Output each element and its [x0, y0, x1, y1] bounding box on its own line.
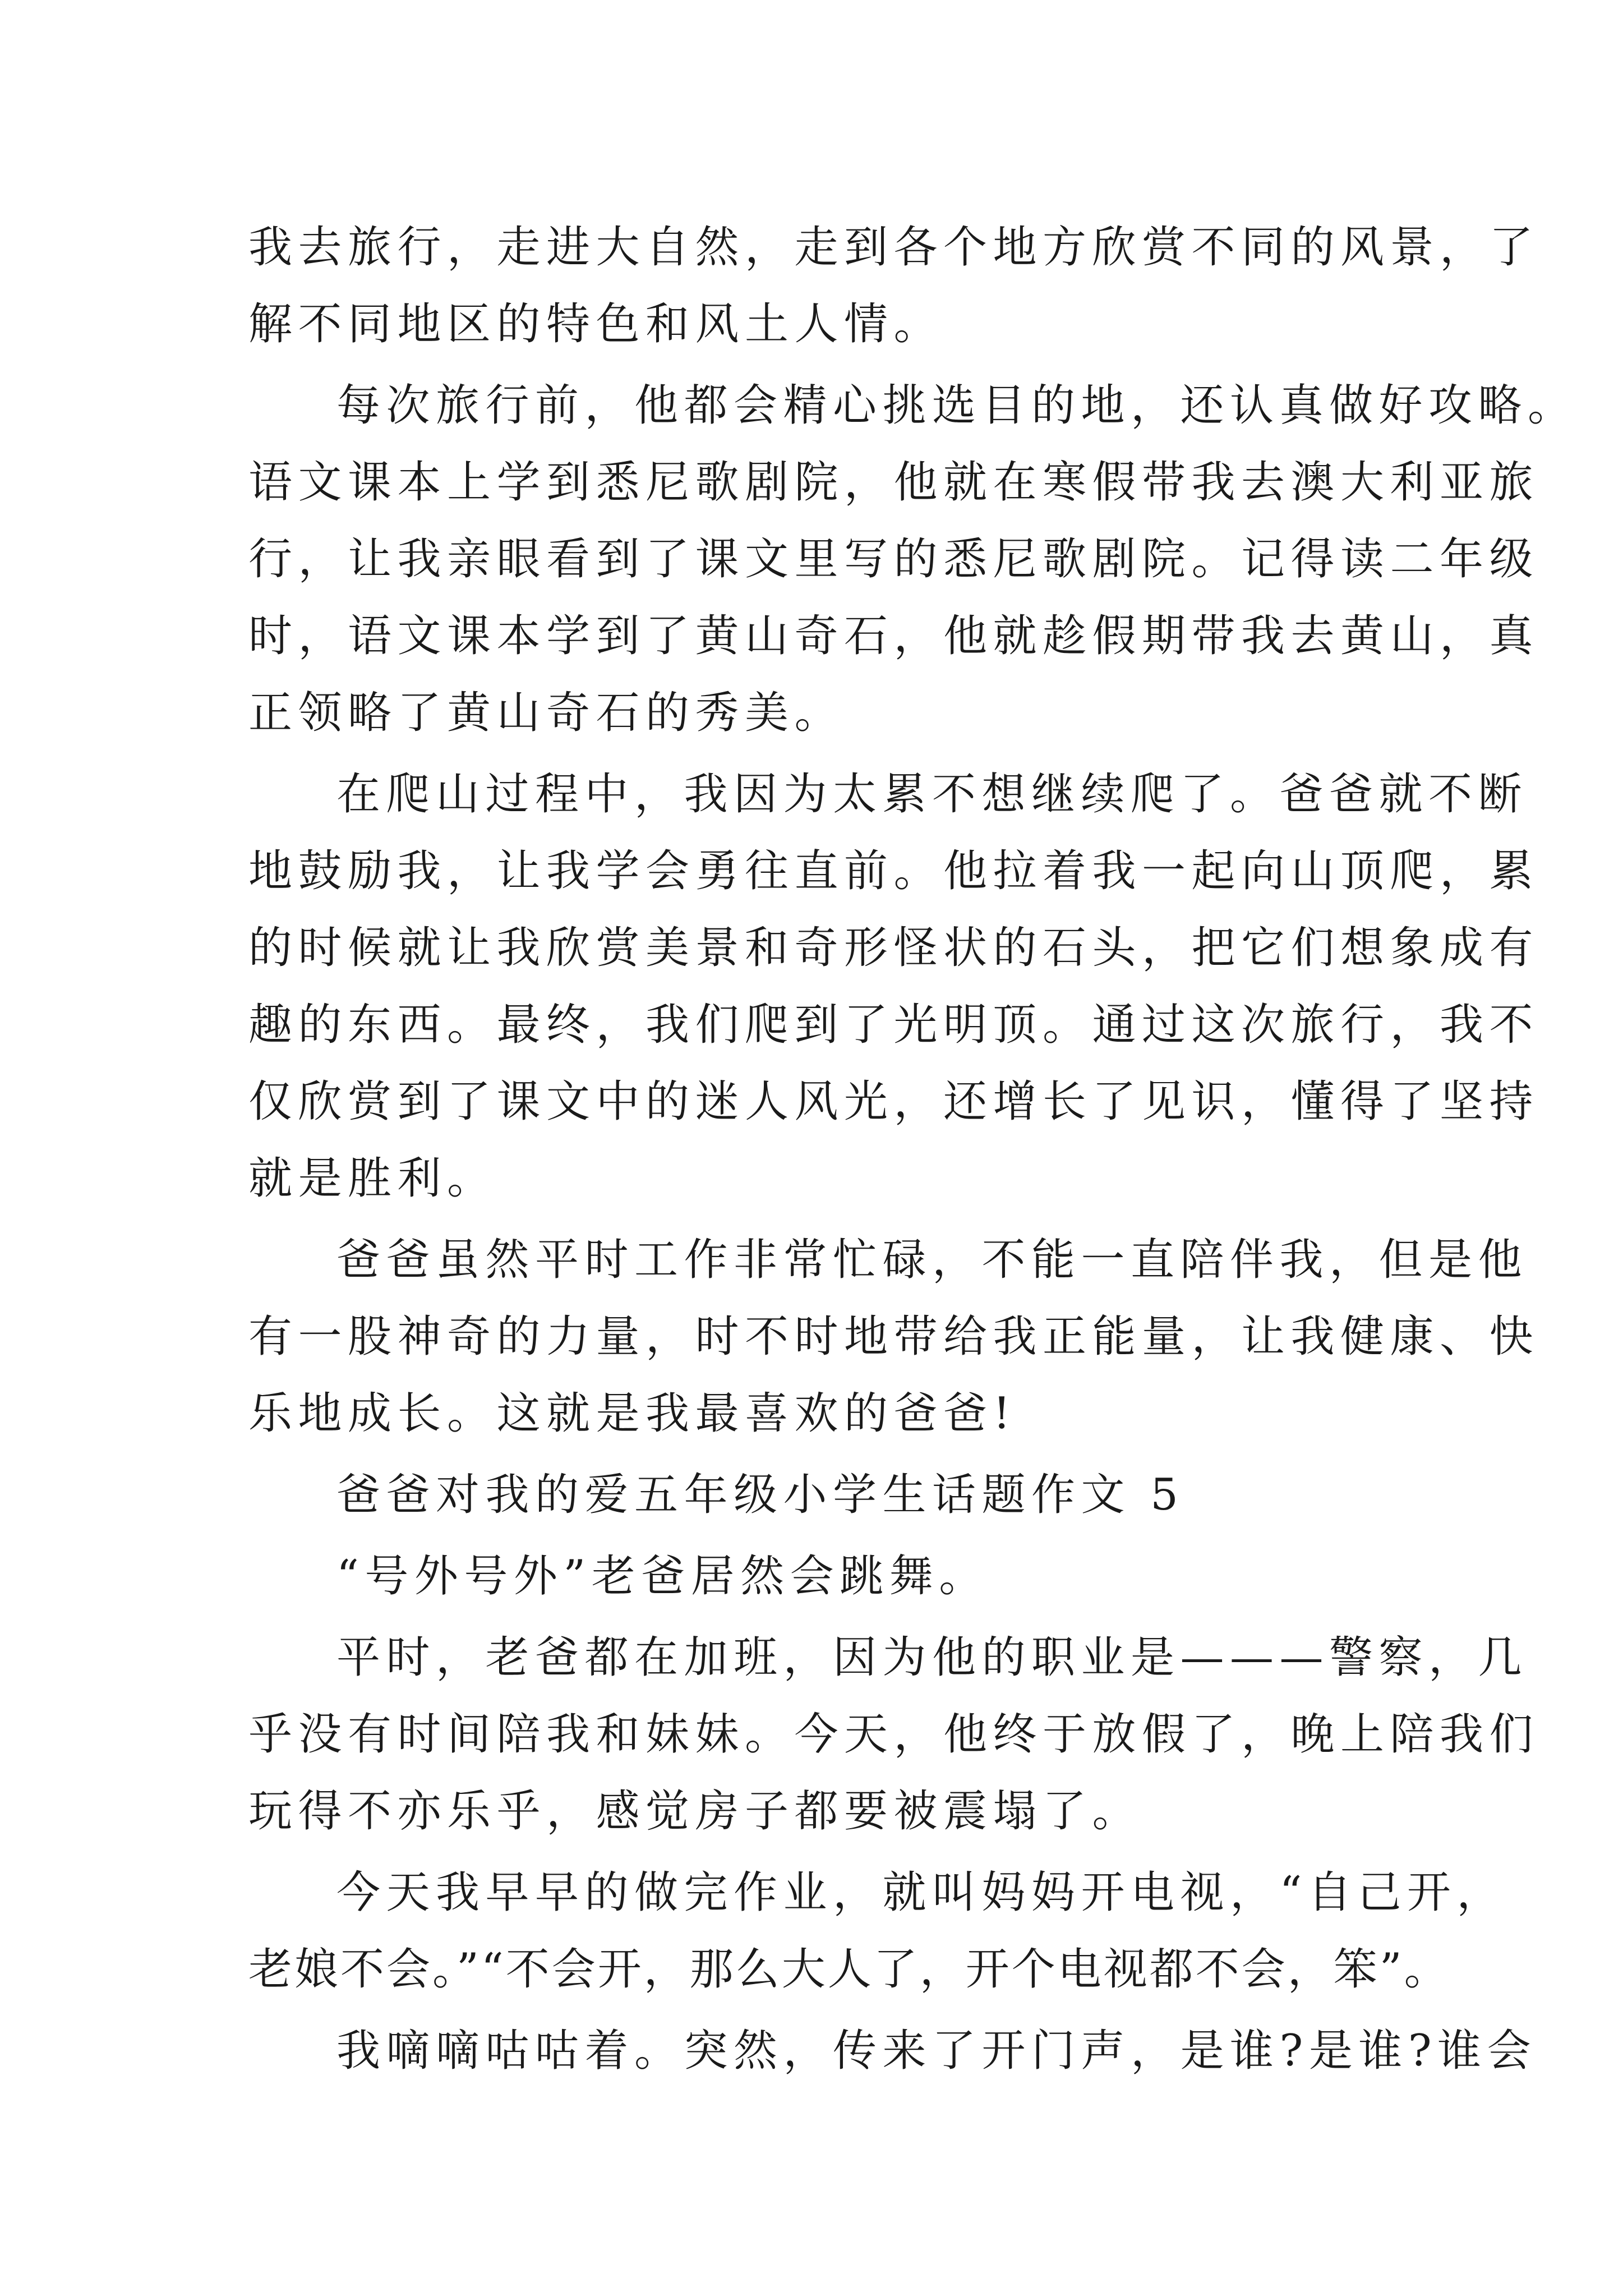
text-line: 爸爸虽然平时工作非常忙碌，不能一直陪伴我，但是他: [336, 1235, 1528, 1285]
text-line: 行，让我亲眼看到了课文里写的悉尼歌剧院。记得读二年级: [248, 534, 1539, 585]
text-line: 在爬山过程中，我因为太累不想继续爬了。爸爸就不断: [336, 769, 1528, 820]
text-line: “号外号外”老爸居然会跳舞。: [336, 1551, 989, 1602]
text-line: 平时，老爸都在加班，因为他的职业是———警察，几: [336, 1632, 1528, 1683]
text-line: 我去旅行，走进大自然，走到各个地方欣赏不同的风景，了: [248, 222, 1539, 273]
text-line: 玩得不亦乐乎，感觉房子都要被震塌了。: [248, 1786, 1142, 1837]
text-line: 语文课本上学到悉尼歌剧院，他就在寒假带我去澳大利亚旅: [248, 457, 1539, 508]
text-line: 仅欣赏到了课文中的迷人风光，还增长了见识，懂得了坚持: [248, 1076, 1539, 1127]
text-line: 地鼓励我，让我学会勇往直前。他拉着我一起向山顶爬，累: [248, 846, 1539, 896]
text-line: 的时候就让我欣赏美景和奇形怪状的石头，把它们想象成有: [248, 923, 1539, 973]
text-line: 我嘀嘀咕咕着。突然，传来了开门声，是谁?是谁?谁会: [336, 2026, 1537, 2076]
text-line: 今天我早早的做完作业，就叫妈妈开电视，“自己开，: [336, 1867, 1506, 1918]
text-line: 时，语文课本学到了黄山奇石，他就趁假期带我去黄山，真: [248, 611, 1539, 661]
text-line: 每次旅行前，他都会精心挑选目的地，还认真做好攻略。: [336, 380, 1578, 431]
section-title: 爸爸对我的爱五年级小学生话题作文 5: [336, 1470, 1184, 1520]
text-line: 乎没有时间陪我和妹妹。今天，他终于放假了，晚上陪我们: [248, 1709, 1539, 1760]
text-line: 正领略了黄山奇石的秀美。: [248, 688, 845, 738]
text-line: 乐地成长。这就是我最喜欢的爸爸!: [248, 1388, 1017, 1439]
text-line: 趣的东西。最终，我们爬到了光明顶。通过这次旅行，我不: [248, 1000, 1539, 1050]
text-line: 就是胜利。: [248, 1153, 497, 1204]
text-line: 老娘不会。”“不会开，那么大人了，开个电视都不会，笨”。: [248, 1944, 1450, 1995]
text-line: 解不同地区的特色和风土人情。: [248, 299, 944, 349]
text-line: 有一股神奇的力量，时不时地带给我正能量，让我健康、快: [248, 1312, 1539, 1362]
